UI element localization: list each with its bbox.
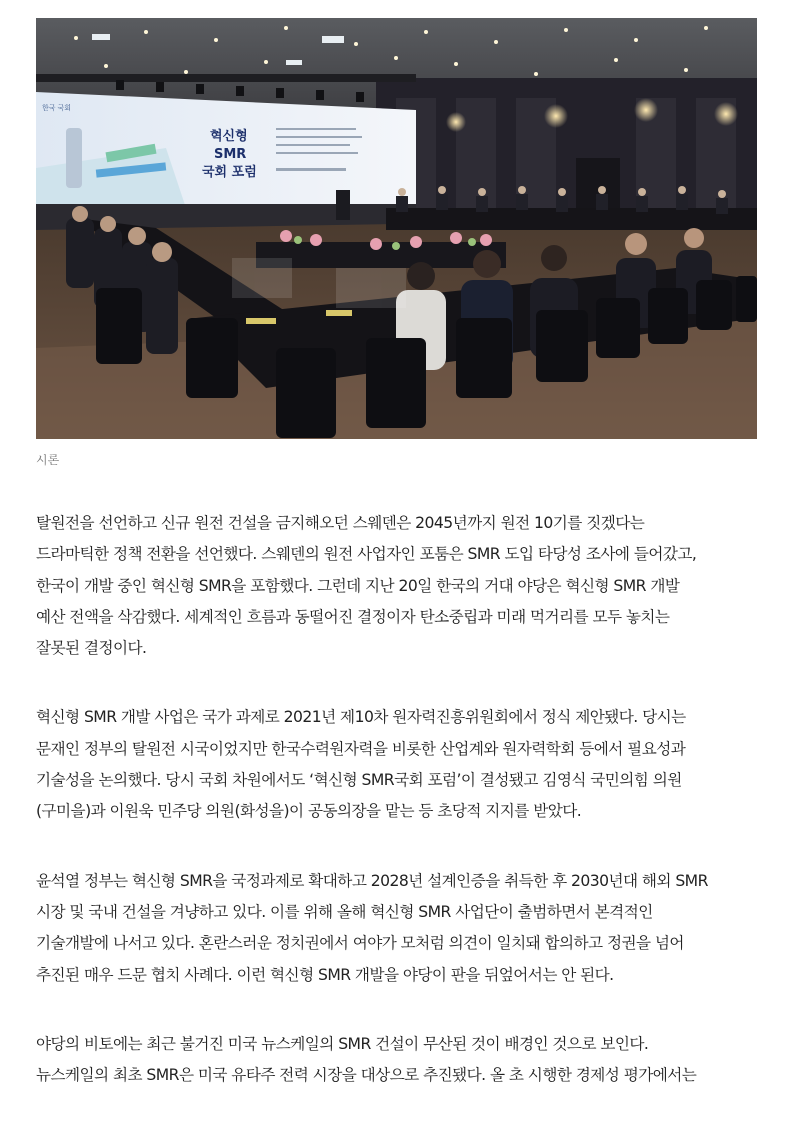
photo-caption: 시론 [36,453,60,467]
article-body [36,508,760,1129]
text-line: 기술개발에 나서고 있다. 혼란스러운 정치권에서 여야가 모처럼 의견이 일치돼 합의하고 정권을 넘어 [36,934,684,953]
text-line: 예산 전액을 삭감했다. 세계적인 흐름과 동떨어진 결정이자 탄소중립과 미래 먹거리를 모두 놓치는 [36,607,670,626]
paragraph-4 [36,1029,760,1092]
text-line: 혁신형 SMR 개발 사업은 국가 과제로 2021년 제10차 원자력진흥위원회에서 정식 제안됐다. 당시는 [36,708,686,727]
text-line: (구미을)과 이원욱 민주당 의원(화성을)이 공동의장을 맡는 등 초당적 지지를 받았다. [36,802,582,821]
text-line: 시장 및 국내 건설을 겨냥하고 있다. 이를 위해 올해 혁신형 SMR 사업단이 출범하면서 본격적인 [36,902,653,921]
article-photo [36,18,757,439]
conference-hall-photo [36,18,757,439]
stage-brand: 한국 국회 [42,105,71,112]
text-line: 기술성을 논의했다. 당시 국회 차원에서도 ‘혁신형 SMR국회 포럼’이 결성됐고 김영식 국민의힘 의원 [36,771,682,790]
text-line: 문재인 정부의 탈원전 시국이었지만 한국수력원자력을 비롯한 산업계와 원자력학회 등에서 필요성과 [36,739,686,758]
paragraph-1 [36,508,760,664]
stage-title-line-2: SMR [214,147,247,162]
text-line: 한국이 개발 중인 혁신형 SMR을 포함했다. 그런데 지난 20일 한국의 거대 야당은 혁신형 SMR 개발 [36,576,680,595]
text-line: 야당의 비토에는 최근 불거진 미국 뉴스케일의 SMR 건설이 무산된 것이 배경인 것으로 보인다. [36,1034,649,1053]
paragraph-2 [36,702,760,827]
text-line: 뉴스케일의 최초 SMR은 미국 유타주 전력 시장을 대상으로 추진됐다. 올 초 시행한 경제성 평가에서는 [36,1066,697,1085]
stage-title-line-3: 국회 포럼 [202,165,257,180]
stage-title-line-1: 혁신형 [210,129,248,144]
text-line: 드라마틱한 정책 전환을 선언했다. 스웨덴의 원전 사업자인 포툼은 SMR 도입 타당성 조사에 들어갔고, [36,545,697,564]
text-line: 윤석열 정부는 혁신형 SMR을 국정과제로 확대하고 2028년 설계인증을 취득한 후 2030년대 해외 SMR [36,871,708,890]
paragraph-3 [36,866,760,991]
text-line: 탈원전을 선언하고 신규 원전 건설을 금지해오던 스웨덴은 2045년까지 원전 10기를 짓겠다는 [36,514,645,532]
text-line: 추진된 매우 드문 협치 사례다. 이런 혁신형 SMR 개발을 야당이 판을 뒤엎어서는 안 된다. [36,965,614,984]
text-line: 잘못된 결정이다. [36,639,147,658]
